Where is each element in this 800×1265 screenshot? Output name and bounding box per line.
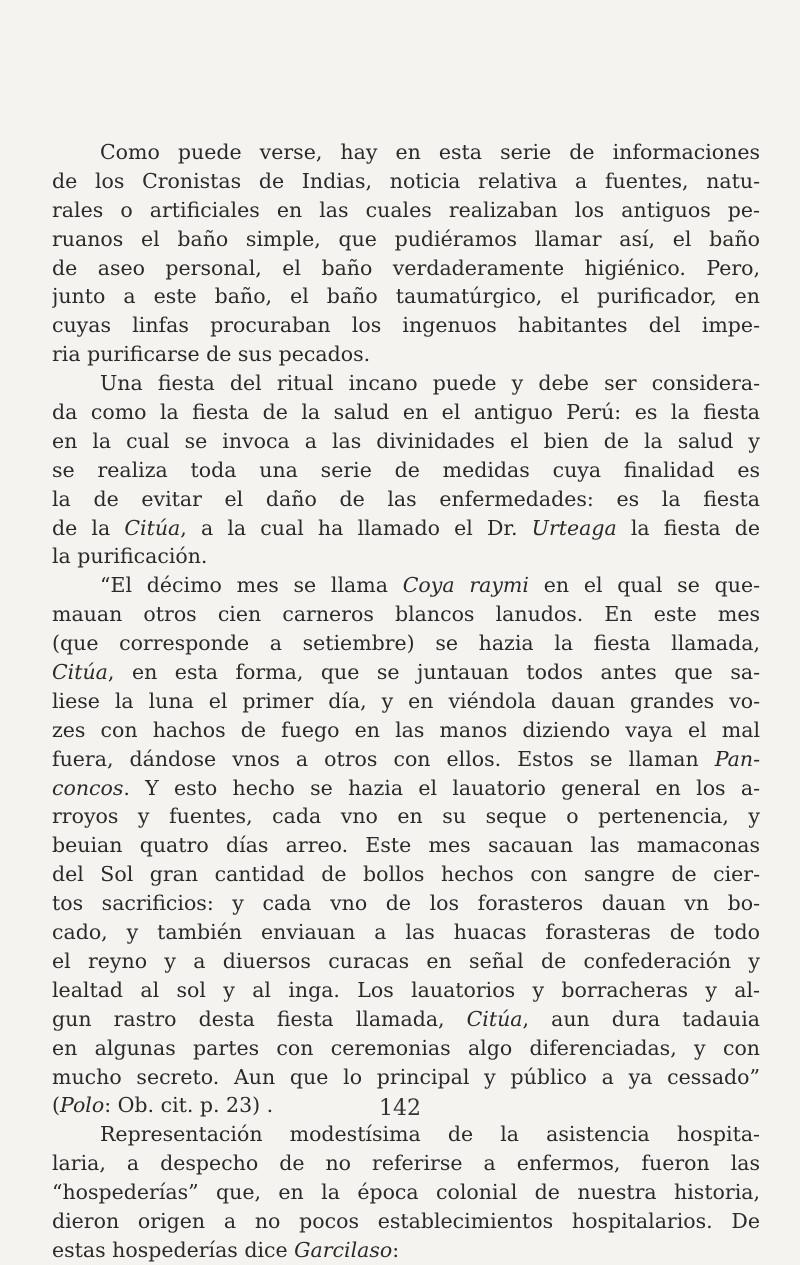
text-line	[52, 1005, 760, 1034]
italic-text-segment: Citúa	[466, 1006, 523, 1031]
text-line	[52, 687, 760, 716]
text-segment: , aun dura tadauia	[522, 1006, 760, 1031]
text-segment: la de evitar el daño de las enfermedades: es la fiesta	[52, 486, 760, 511]
text-segment: la fiesta de	[616, 515, 760, 540]
text-line	[52, 658, 760, 687]
text-segment: lealtad al sol y al inga. Los lauatorios y borracheras y al-	[52, 977, 760, 1002]
text-line	[52, 918, 760, 947]
text-line	[52, 427, 760, 456]
text-line	[52, 1063, 760, 1092]
page-number: 142	[379, 1096, 421, 1121]
text-segment: , a la cual ha llamado el Dr.	[180, 515, 532, 540]
text-line	[52, 774, 760, 803]
text-segment: (que corresponde a setiembre) se hazia la fiesta llamada,	[52, 631, 760, 656]
text-segment: de aseo personal, el baño verdaderamente higiénico. Pero,	[52, 255, 760, 280]
text-segment: de los Cronistas de Indias, noticia relativa a fuentes, natu-	[52, 168, 760, 193]
text-segment: :	[392, 1237, 400, 1262]
text-line	[52, 802, 760, 831]
text-line	[52, 167, 760, 196]
text-line	[52, 254, 760, 283]
text-line	[52, 947, 760, 976]
text-line	[52, 860, 760, 889]
italic-text-segment: Garcilaso	[294, 1237, 393, 1262]
text-segment: junto a este baño, el baño taumatúrgico, el purificador, en	[52, 284, 760, 309]
text-line	[52, 716, 760, 745]
text-line	[52, 745, 760, 774]
text-segment: “El décimo mes se llama	[100, 573, 403, 598]
text-segment: zes con hachos de fuego en las manos diziendo vaya el mal	[52, 717, 760, 742]
text-segment: se realiza toda una serie de medidas cuya finalidad es	[52, 457, 760, 482]
italic-text-segment: Pan-	[714, 746, 760, 771]
text-segment: , en esta forma, que se juntauan todos antes que sa-	[107, 660, 760, 685]
text-segment: cado, y también enviauan a las huacas forasteras de todo	[52, 920, 760, 945]
text-line	[52, 889, 760, 918]
text-segment: . Y esto hecho se hazia el lauatorio general en los a-	[123, 775, 760, 800]
italic-text-segment: Citúa	[124, 515, 181, 540]
text-line	[52, 976, 760, 1005]
italic-text-segment: concos	[52, 775, 124, 800]
text-segment: ria purificarse de sus pecados.	[52, 342, 371, 367]
text-line	[52, 600, 760, 629]
text-segment: gun rastro desta fiesta llamada,	[52, 1006, 467, 1031]
text-line	[52, 340, 760, 369]
italic-text-segment: Urteaga	[531, 515, 617, 540]
text-segment: dieron origen a no pocos establecimientos hospitalarios. De	[52, 1208, 760, 1233]
italic-text-segment: Citúa	[52, 660, 108, 685]
text-line	[52, 225, 760, 254]
text-segment: rales o artificiales en las cuales realizaban los antiguos pe-	[52, 197, 760, 222]
text-segment: liese la luna el primer día, y en viéndola dauan grandes vo-	[52, 688, 760, 713]
text-segment: “hospederías” que, en la época colonial de nuestra historia,	[52, 1180, 760, 1205]
text-segment: Como puede verse, hay en esta serie de informaciones	[100, 140, 760, 164]
text-line	[52, 831, 760, 860]
text-segment: tos sacrificios: y cada vno de los forasteros dauan vn bo-	[52, 891, 760, 916]
text-line	[52, 398, 760, 427]
text-line	[52, 485, 760, 514]
text-line	[52, 514, 760, 543]
italic-text-segment: Coya raymi	[402, 573, 529, 598]
text-segment: mauan otros cien carneros blancos lanudos. En este mes	[52, 602, 760, 627]
text-line	[52, 369, 760, 398]
text-segment: laria, a despecho de no referirse a enfermos, fueron las	[52, 1151, 760, 1176]
text-line	[52, 456, 760, 485]
text-segment: (	[52, 1093, 60, 1118]
text-line	[52, 629, 760, 658]
text-segment: estas hospederías dice	[52, 1237, 295, 1262]
text-segment: en la cual se invoca a las divinidades el bien de la salud y	[52, 428, 760, 453]
text-line	[52, 1207, 760, 1236]
text-segment: Una fiesta del ritual incano puede y debe ser considera-	[100, 371, 760, 396]
text-line	[52, 282, 760, 311]
text-segment: del Sol gran cantidad de bollos hechos con sangre de cier-	[52, 862, 760, 887]
text-line	[52, 1034, 760, 1063]
text-segment: rroyos y fuentes, cada vno en su seque o pertenencia, y	[52, 804, 760, 829]
italic-text-segment: Polo	[60, 1093, 105, 1118]
text-segment: Representación modestísima de la asistencia hospita-	[100, 1122, 760, 1147]
text-line	[52, 1120, 760, 1149]
text-segment: el reyno y a diuersos curacas en señal de confederación y	[52, 948, 760, 973]
text-segment: en el qual se que-	[528, 573, 760, 598]
text-line	[52, 1149, 760, 1178]
text-line	[52, 1236, 760, 1265]
text-segment: en algunas partes con ceremonias algo diferenciadas, y con	[52, 1035, 760, 1060]
text-segment: : Ob. cit. p. 23) .	[104, 1093, 274, 1118]
text-segment: beuian quatro días arreo. Este mes sacauan las mamaconas	[52, 833, 760, 858]
text-segment: cuyas linfas procuraban los ingenuos habitantes del impe-	[52, 313, 760, 338]
text-line	[52, 196, 760, 225]
text-line	[52, 138, 760, 167]
text-segment: mucho secreto. Aun que lo principal y público a ya cessado”	[52, 1064, 760, 1089]
text-segment: la purificación.	[52, 544, 208, 569]
text-segment: ruanos el baño simple, que pudiéramos llamar así, el baño	[52, 226, 760, 251]
text-line	[52, 542, 760, 571]
text-line	[52, 311, 760, 340]
text-line	[52, 571, 760, 600]
text-segment: fuera, dándose vnos a otros con ellos. Estos se llaman	[52, 746, 715, 771]
text-segment: de la	[52, 515, 125, 540]
text-segment: da como la fiesta de la salud en el antiguo Perú: es la fiesta	[52, 400, 760, 425]
